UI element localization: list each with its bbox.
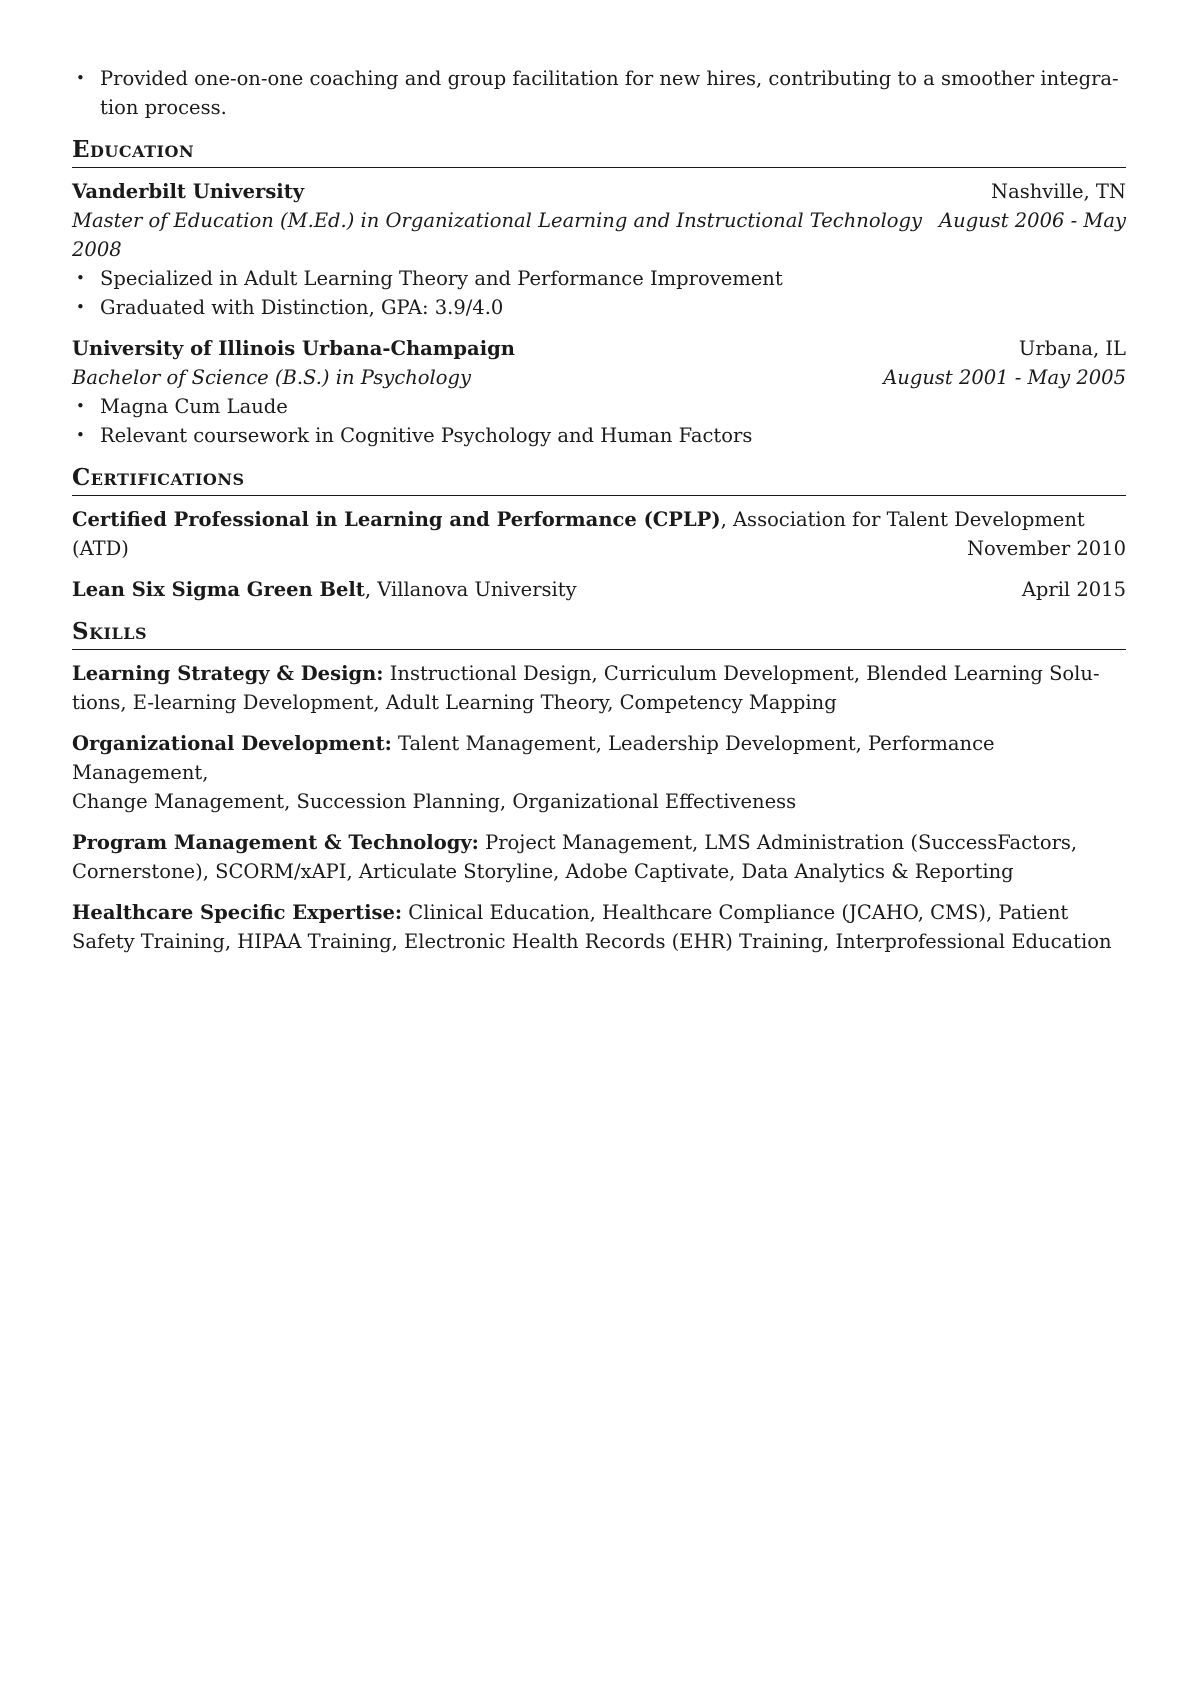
school-name: Vanderbilt University — [72, 180, 305, 203]
school-name: University of Illinois Urbana-Champaign — [72, 337, 515, 360]
bullet-text-line1: Provided one-on-one coaching and group facilitation for new hires, contributing to a smoother integra- — [100, 67, 1119, 90]
education-entry-vanderbilt — [72, 177, 1126, 322]
skill-list-line2: Change Management, Succession Planning, Organizational Effectiveness — [72, 790, 797, 813]
skill-list-line2: Cornerstone), SCORM/xAPI, Articulate Storyline, Adobe Captivate, Data Analytics & Reporting — [72, 860, 1014, 883]
skill-list-line2: Safety Training, HIPAA Training, Electronic Health Records (EHR) Training, Interprofessional Education — [72, 930, 1112, 953]
certification-issuer: , Association for Talent Development — [720, 508, 1085, 531]
degree-title: Bachelor of Science (B.S.) in Psychology — [72, 366, 472, 389]
education-bullets — [72, 264, 1126, 322]
bullet-text-line2: tion process. — [100, 96, 227, 119]
education-heading: Education — [72, 135, 1126, 168]
education-entry-uiuc — [72, 334, 1126, 450]
experience-continued-list — [72, 64, 1126, 122]
skill-category-label: Learning Strategy & Design: — [72, 662, 384, 685]
certification-name: Lean Six Sigma Green Belt — [72, 578, 365, 601]
school-location: Urbana, IL — [1018, 337, 1126, 360]
skill-list-line2: tions, E-learning Development, Adult Learning Theory, Competency Mapping — [72, 691, 837, 714]
certification-issuer: , Villanova University — [364, 578, 577, 601]
list-item: • Magna Cum Laude — [72, 392, 1126, 421]
skill-list-line1: Clinical Education, Healthcare Compliance (JCAHO, CMS), Patient — [402, 901, 1069, 924]
list-item — [72, 64, 1126, 122]
skill-list-line1: Project Management, LMS Administration (SuccessFactors, — [478, 831, 1078, 854]
skill-category-label: Program Management & Technology: — [72, 831, 479, 854]
skill-list-line1: Talent Management, Leadership Development, Performance Management, — [72, 732, 995, 784]
certifications-heading: Certifications — [72, 463, 1126, 496]
certification-date: November 2010 — [966, 537, 1126, 560]
degree-title: Master of Education (M.Ed.) in Organizational Learning and Instructional Technology — [72, 209, 923, 232]
list-item: • Graduated with Distinction, GPA: 3.9/4.0 — [72, 293, 1126, 322]
list-item: • Specialized in Adult Learning Theory and Performance Improvement — [72, 264, 1126, 293]
school-location: Nashville, TN — [991, 180, 1126, 203]
certification-entry-six-sigma — [72, 575, 1126, 604]
degree-dates: August 2006 - May — [939, 209, 1126, 232]
skill-category-label: Organizational Development: — [72, 732, 392, 755]
degree-dates-continued: 2008 — [72, 238, 122, 261]
skills-heading: Skills — [72, 617, 1126, 650]
education-bullets — [72, 392, 1126, 450]
skill-entry-learning-strategy — [72, 659, 1126, 717]
list-item: • Relevant coursework in Cognitive Psychology and Human Factors — [72, 421, 1126, 450]
skill-entry-healthcare — [72, 898, 1126, 956]
degree-dates: August 2001 - May 2005 — [883, 366, 1126, 389]
certification-name: Certified Professional in Learning and Performance (CPLP) — [72, 508, 721, 531]
certification-entry-cplp — [72, 505, 1126, 563]
skill-entry-program-management — [72, 828, 1126, 886]
skill-category-label: Healthcare Specific Expertise: — [72, 901, 403, 924]
certification-date: April 2015 — [1021, 578, 1126, 601]
certification-issuer-continued: (ATD) — [72, 537, 129, 560]
skill-list-line1: Instructional Design, Curriculum Development, Blended Learning Solu- — [383, 662, 1100, 685]
skill-entry-org-development — [72, 729, 1126, 816]
